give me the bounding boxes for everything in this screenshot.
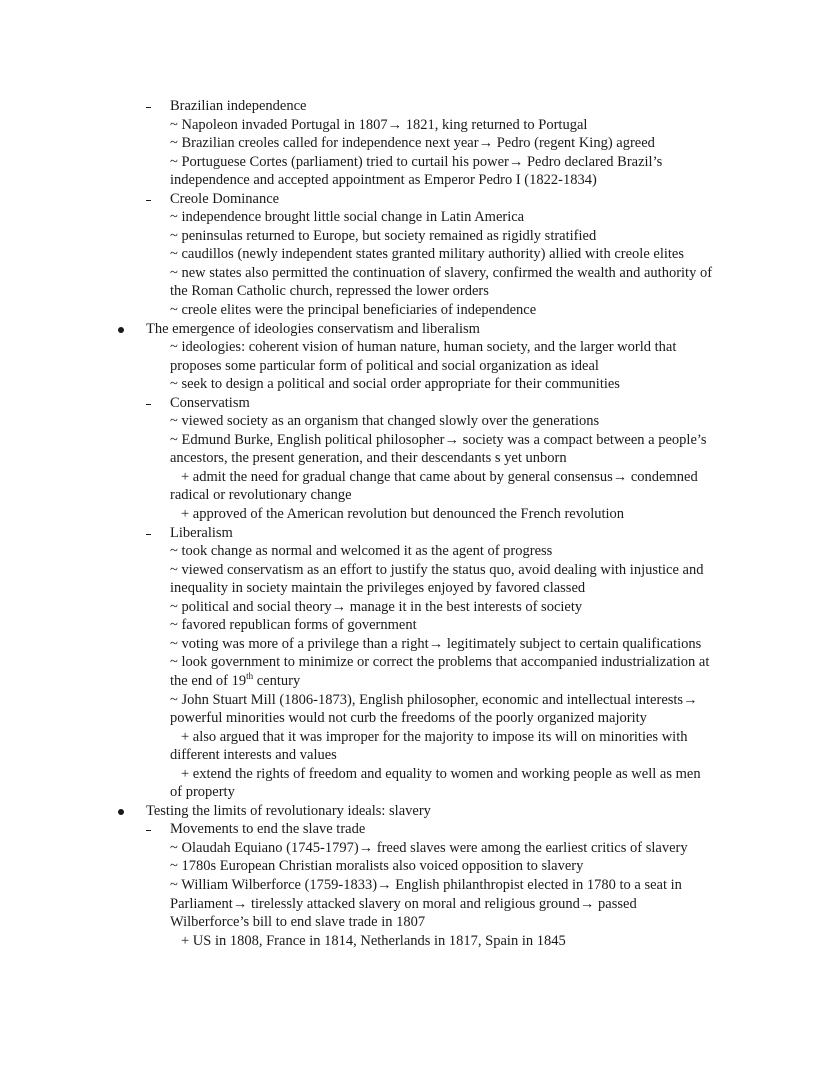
text-line	[0, 375, 828, 394]
dash-subheading-line	[0, 394, 828, 413]
line-text	[170, 301, 536, 320]
superscript: th	[246, 670, 254, 681]
line-text-content: Conservatism	[170, 394, 250, 411]
text-line	[0, 505, 828, 524]
line-text-content: ~ 1780s European Christian moralists also voiced opposition to slavery	[170, 858, 584, 875]
line-text	[170, 820, 365, 839]
line-text	[170, 672, 300, 691]
line-text-content: ~ took change as normal and welcomed it as the agent of progress	[170, 543, 553, 560]
line-text-content: ~ favored republican forms of government	[170, 617, 417, 634]
line-text-content: ~ voting was more of a privilege than a right→ legitimately subject to certain qualifications	[170, 635, 702, 652]
line-text	[170, 449, 567, 468]
line-text-content: + also argued that it was improper for the majority to impose its will on minorities with	[181, 728, 688, 745]
text-line	[0, 857, 828, 876]
text-line	[0, 746, 828, 765]
line-text	[170, 153, 662, 172]
line-text	[181, 765, 701, 784]
line-text-content: + approved of the American revolution but denounced the French revolution	[181, 506, 625, 523]
text-line	[0, 357, 828, 376]
line-text-content: Wilberforce’s bill to end slave trade in 1807	[170, 914, 426, 931]
line-text	[170, 338, 676, 357]
line-text-content: The emergence of ideologies conservatism and liberalism	[146, 320, 480, 337]
text-line	[0, 932, 828, 951]
line-text	[170, 208, 524, 227]
line-text	[170, 282, 489, 301]
line-text	[170, 653, 709, 672]
line-text-content: ~ new states also permitted the continuation of slavery, confirmed the wealth and authority of	[170, 264, 713, 281]
line-text	[170, 635, 701, 654]
dash-subheading-line	[0, 820, 828, 839]
text-line	[0, 171, 828, 190]
line-text	[170, 245, 684, 264]
line-text-content: ~ viewed society as an organism that changed slowly over the generations	[170, 413, 600, 430]
text-line	[0, 468, 828, 487]
line-text	[170, 691, 698, 710]
text-line	[0, 672, 828, 691]
text-line	[0, 282, 828, 301]
text-line	[0, 728, 828, 747]
text-line	[0, 116, 828, 135]
line-text-content: Creole Dominance	[170, 190, 280, 207]
line-text	[170, 598, 582, 617]
text-line	[0, 227, 828, 246]
line-text	[170, 616, 417, 635]
line-text-content: ~ independence brought little social change in Latin America	[170, 209, 525, 226]
text-line	[0, 653, 828, 672]
bullet-heading-line	[0, 320, 828, 339]
line-text	[170, 134, 655, 153]
line-text-content: ~ creole elites were the principal beneficiaries of independence	[170, 302, 537, 319]
line-text-content: ancestors, the present generation, and their descendants s yet unborn	[170, 450, 567, 467]
text-line	[0, 412, 828, 431]
line-text	[170, 227, 596, 246]
line-text	[170, 486, 352, 505]
line-text	[170, 431, 707, 450]
line-text	[170, 171, 597, 190]
line-text	[170, 97, 306, 116]
line-text-content: Parliament→ tirelessly attacked slavery on moral and religious ground→ passed	[170, 895, 637, 912]
line-text	[170, 264, 712, 283]
line-text	[170, 579, 585, 598]
text-line	[0, 709, 828, 728]
line-text-content: powerful minorities would not curb the freedoms of the poorly organized majority	[170, 710, 647, 727]
line-text-content: + US in 1808, France in 1814, Netherlands in 1817, Spain in 1845	[181, 932, 566, 949]
text-line	[0, 245, 828, 264]
text-line	[0, 895, 828, 914]
line-text	[170, 876, 682, 895]
line-text	[170, 895, 637, 914]
text-line	[0, 208, 828, 227]
line-text	[146, 802, 431, 821]
text-line	[0, 449, 828, 468]
line-text	[170, 375, 620, 394]
line-text-content: independence and accepted appointment as Emperor Pedro I (1822-1834)	[170, 172, 597, 189]
line-text-content: ~ political and social theory→ manage it in the best interests of society	[170, 598, 583, 615]
line-text-content: ~ Edmund Burke, English political philosopher→ society was a compact between a people’s	[170, 431, 707, 448]
line-text	[181, 468, 698, 487]
line-text-content: ~ Napoleon invaded Portugal in 1807→ 1821, king returned to Portugal	[170, 116, 588, 133]
line-text	[170, 542, 552, 561]
line-text-content: proposes some particular form of political and social organization as ideal	[170, 357, 599, 374]
text-line	[0, 561, 828, 580]
line-text-content: the Roman Catholic church, repressed the lower orders	[170, 283, 489, 300]
line-text	[170, 357, 599, 376]
line-text	[181, 932, 566, 951]
line-text-content: ~ Olaudah Equiano (1745-1797)→ freed slaves were among the earliest critics of slavery	[170, 839, 688, 856]
line-text	[170, 116, 587, 135]
text-line	[0, 616, 828, 635]
line-text-content: ~ seek to design a political and social order appropriate for their communities	[170, 376, 620, 393]
dash-subheading-line	[0, 524, 828, 543]
line-text	[181, 728, 687, 747]
line-text	[181, 505, 624, 524]
line-text-content: ~ Brazilian creoles called for independence next year→ Pedro (regent King) agreed	[170, 135, 655, 152]
line-text-content: different interests and values	[170, 747, 337, 764]
line-text	[170, 412, 599, 431]
bullet-heading-line	[0, 802, 828, 821]
line-text-content: ~ John Stuart Mill (1806-1873), English philosopher, economic and intellectual interests→	[170, 691, 698, 708]
line-text	[170, 783, 235, 802]
dash-subheading-line	[0, 190, 828, 209]
line-text-content: inequality in society maintain the privileges enjoyed by favored classed	[170, 580, 586, 597]
text-line	[0, 431, 828, 450]
line-text-content: ~ viewed conservatism as an effort to justify the status quo, avoid dealing with injustice and	[170, 561, 704, 578]
line-text	[170, 561, 704, 580]
text-line	[0, 635, 828, 654]
line-text-content: Movements to end the slave trade	[170, 821, 366, 838]
line-text-content: ~ Portuguese Cortes (parliament) tried to curtail his power→ Pedro declared Brazil’s	[170, 153, 663, 170]
text-line	[0, 839, 828, 858]
line-text-content: Testing the limits of revolutionary ideals: slavery	[146, 802, 431, 819]
line-text	[170, 709, 647, 728]
line-text-content: + extend the rights of freedom and equality to women and working people as well as men	[181, 765, 701, 782]
text-line	[0, 542, 828, 561]
line-text	[170, 913, 425, 932]
line-text-content: century	[253, 672, 301, 689]
line-text	[170, 746, 337, 765]
text-line	[0, 153, 828, 172]
line-text	[170, 190, 279, 209]
notes-body	[0, 97, 828, 950]
line-text-content: radical or revolutionary change	[170, 487, 352, 504]
line-text	[170, 394, 250, 413]
line-text-content: the end of 19	[170, 672, 247, 689]
line-text-content: of property	[170, 784, 235, 801]
text-line	[0, 338, 828, 357]
line-text-content: Brazilian independence	[170, 98, 307, 114]
text-line	[0, 913, 828, 932]
text-line	[0, 765, 828, 784]
text-line	[0, 264, 828, 283]
line-text	[146, 320, 480, 339]
line-text	[170, 524, 233, 543]
dash-subheading-line	[0, 97, 828, 116]
text-line	[0, 301, 828, 320]
text-line	[0, 486, 828, 505]
line-text-content: Liberalism	[170, 524, 233, 541]
text-line	[0, 598, 828, 617]
line-text	[170, 857, 583, 876]
line-text	[170, 839, 688, 858]
line-text-content: ~ look government to minimize or correct the problems that accompanied industrialization at	[170, 654, 710, 671]
text-line	[0, 783, 828, 802]
text-line	[0, 691, 828, 710]
line-text-content: ~ ideologies: coherent vision of human nature, human society, and the larger world that	[170, 339, 677, 356]
text-line	[0, 134, 828, 153]
line-text-content: ~ caudillos (newly independent states granted military authority) allied with creole elites	[170, 246, 684, 263]
text-line	[0, 579, 828, 598]
text-line	[0, 876, 828, 895]
line-text-content: ~ peninsulas returned to Europe, but society remained as rigidly stratified	[170, 227, 597, 244]
line-text-content: + admit the need for gradual change that came about by general consensus→ condemned	[181, 468, 698, 485]
line-text-content: ~ William Wilberforce (1759-1833)→ English philanthropist elected in 1780 to a seat in	[170, 876, 682, 893]
